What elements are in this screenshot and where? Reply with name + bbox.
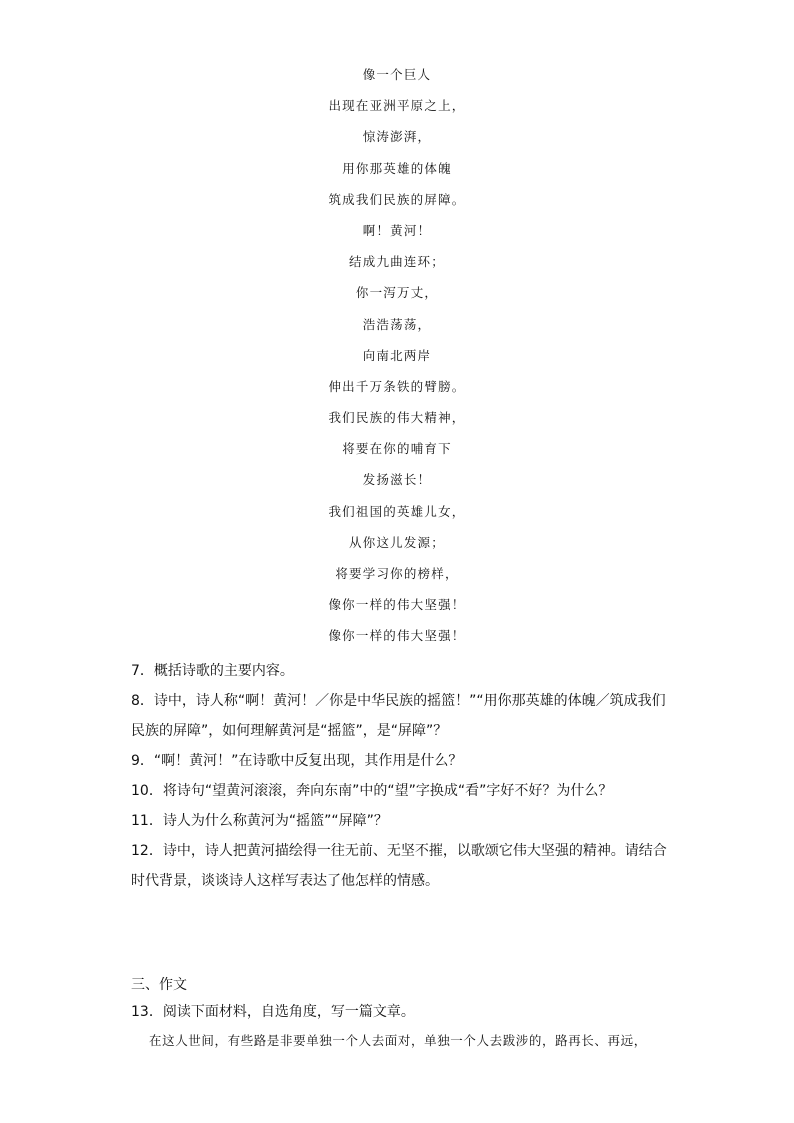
question-text: 8．诗中，诗人称“啊！黄河！／你是中华民族的摇篮！”“用你那英雄的体魄／筑成我们 bbox=[131, 693, 666, 709]
poem-line: 像一个巨人 bbox=[362, 67, 432, 82]
question-9 bbox=[131, 746, 671, 776]
poem-line: 向南北两岸 bbox=[362, 347, 432, 363]
section-title: 三、作文 bbox=[131, 977, 187, 993]
question-text: 10．将诗句“望黄河滚滚，奔向东南”中的“望”字换成“看”字好不好？为什么？ bbox=[131, 783, 613, 799]
question-text-continued: 民族的屏障”，如何理解黄河是“摇篮”，是“屏障”？ bbox=[131, 723, 448, 739]
question-text: 12．诗中，诗人把黄河描绘得一往无前、无坚不摧，以歌颂它伟大坚强的精神。请结合 bbox=[131, 843, 667, 859]
question-text-continued: 时代背景，谈谈诗人这样写表达了他怎样的情感。 bbox=[131, 873, 439, 889]
poem-line: 惊涛澎湃， bbox=[362, 129, 432, 145]
poem-line: 出现在亚洲平原之上， bbox=[328, 98, 466, 114]
question-8 bbox=[131, 686, 671, 746]
poem-line: 从你这儿发源； bbox=[349, 534, 445, 550]
poem-line: 浩浩荡荡， bbox=[362, 316, 432, 332]
question-text: 11．诗人为什么称黄河为“摇篮”“屏障”？ bbox=[131, 813, 388, 829]
poem-line: 伸出千万条铁的臂膀。 bbox=[328, 378, 466, 394]
poem-line: 像你一样的伟大坚强！ bbox=[328, 628, 466, 644]
question-text: 7．概括诗歌的主要内容。 bbox=[131, 663, 294, 679]
poem-line: 你一泻万丈， bbox=[355, 285, 439, 301]
poem-line: 发扬滋长！ bbox=[362, 472, 432, 488]
poem-line: 啊！黄河！ bbox=[362, 222, 432, 238]
poem-line: 我们祖国的英雄儿女， bbox=[328, 503, 466, 519]
question-7 bbox=[131, 656, 671, 686]
question-text: 9．“啊！黄河！”在诗歌中反复出现，其作用是什么？ bbox=[131, 753, 463, 769]
question-10 bbox=[131, 776, 671, 806]
question-list bbox=[131, 656, 671, 896]
essay-prompt: 13．阅读下面材料，自选角度，写一篇文章。 bbox=[131, 1004, 415, 1020]
poem-line: 将要在你的哺育下 bbox=[342, 441, 452, 457]
poem-line: 用你那英雄的体魄 bbox=[342, 160, 452, 176]
poem-line: 像你一样的伟大坚强！ bbox=[328, 597, 466, 613]
question-11 bbox=[131, 806, 671, 836]
poem-line: 筑成我们民族的屏障。 bbox=[328, 191, 466, 207]
question-12 bbox=[131, 836, 671, 896]
poem-line: 我们民族的伟大精神， bbox=[328, 410, 466, 426]
essay-material: 在这人世间，有些路是非要单独一个人去面对，单独一个人去跋涉的，路再长、再远， bbox=[149, 1033, 647, 1048]
poem bbox=[200, 64, 594, 657]
poem-line: 结成九曲连环； bbox=[349, 254, 445, 270]
poem-line: 将要学习你的榜样， bbox=[335, 566, 459, 581]
